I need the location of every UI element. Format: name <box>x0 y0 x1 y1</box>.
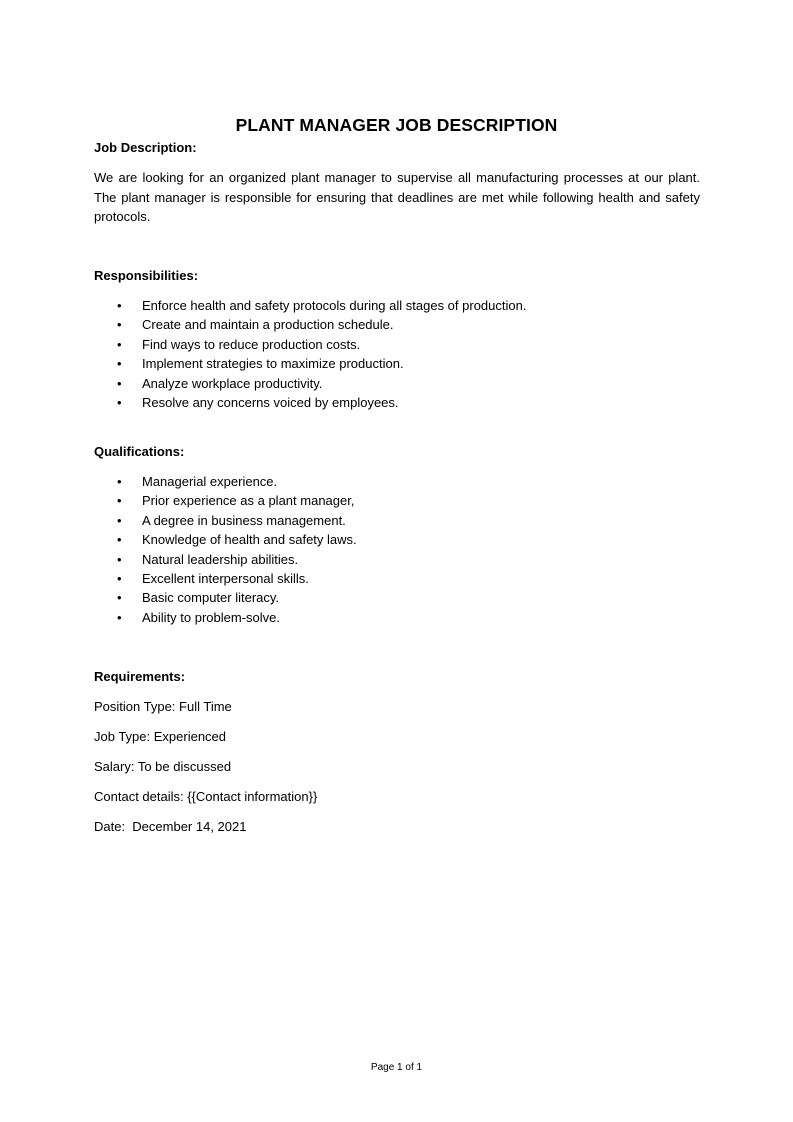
bullet-icon: • <box>117 532 122 548</box>
responsibilities-heading: Responsibilities: <box>94 268 199 283</box>
responsibility-text: Analyze workplace productivity. <box>142 375 323 391</box>
list-item <box>94 491 714 510</box>
qualification-text: A degree in business management. <box>142 512 346 528</box>
list-item <box>94 550 714 569</box>
list-item <box>94 511 714 530</box>
list-item <box>94 608 714 627</box>
qualification-text: Natural leadership abilities. <box>142 551 299 567</box>
list-item <box>94 472 714 491</box>
list-item <box>94 393 714 412</box>
qualification-text: Excellent interpersonal skills. <box>142 570 309 586</box>
bullet-icon: • <box>117 356 122 372</box>
list-item <box>94 315 714 334</box>
qualification-text: Ability to problem-solve. <box>142 609 280 625</box>
responsibility-text: Find ways to reduce production costs. <box>142 336 361 352</box>
list-item <box>94 530 714 549</box>
list-item <box>94 335 714 354</box>
responsibility-text: Enforce health and safety protocols during all stages of production. <box>142 298 527 313</box>
bullet-icon: • <box>117 375 122 391</box>
list-item <box>94 296 714 315</box>
bullet-icon: • <box>117 493 122 509</box>
list-item <box>94 569 714 588</box>
responsibility-text: Implement strategies to maximize production. <box>142 356 404 372</box>
position-type-text: Position Type: Full Time <box>94 699 232 714</box>
bullet-icon: • <box>117 394 122 410</box>
list-item <box>94 354 714 373</box>
bullet-icon: • <box>117 570 122 586</box>
bullet-icon: • <box>117 317 122 333</box>
qualifications-heading: Qualifications: <box>94 444 185 459</box>
salary-text: Salary: To be discussed <box>94 759 232 774</box>
document-title: PLANT MANAGER JOB DESCRIPTION <box>235 115 558 135</box>
job-type-text: Job Type: Experienced <box>94 729 227 744</box>
bullet-icon: • <box>117 551 122 567</box>
responsibility-text: Resolve any concerns voiced by employees. <box>142 394 399 410</box>
qualification-text: Managerial experience. <box>142 474 278 489</box>
list-item <box>94 588 714 607</box>
qualification-text: Prior experience as a plant manager, <box>142 493 355 509</box>
bullet-icon: • <box>117 609 122 625</box>
qualification-text: Basic computer literacy. <box>142 590 280 606</box>
qualification-text: Knowledge of health and safety laws. <box>142 532 357 548</box>
bullet-icon: • <box>117 474 122 489</box>
responsibilities-list <box>94 296 714 412</box>
job-description-text: We are looking for an organized plant manager to supervise all manufacturing processes at our plant. The plant manager is responsible for ensuring that deadlines are met while following health and safety protocols. <box>94 170 700 225</box>
responsibility-text: Create and maintain a production schedule. <box>142 317 394 333</box>
list-item <box>94 374 714 393</box>
bullet-icon: • <box>117 336 122 352</box>
bullet-icon: • <box>117 590 122 606</box>
qualifications-list <box>94 472 714 627</box>
bullet-icon: • <box>117 298 122 313</box>
page-number-footer: Page 1 of 1 <box>370 1062 423 1073</box>
date-text: Date: December 14, 2021 <box>94 819 247 834</box>
bullet-icon: • <box>117 512 122 528</box>
requirements-heading: Requirements: <box>94 669 186 684</box>
contact-details-text: Contact details: {{Contact information}} <box>94 789 318 804</box>
job-description-heading: Job Description: <box>94 140 197 155</box>
